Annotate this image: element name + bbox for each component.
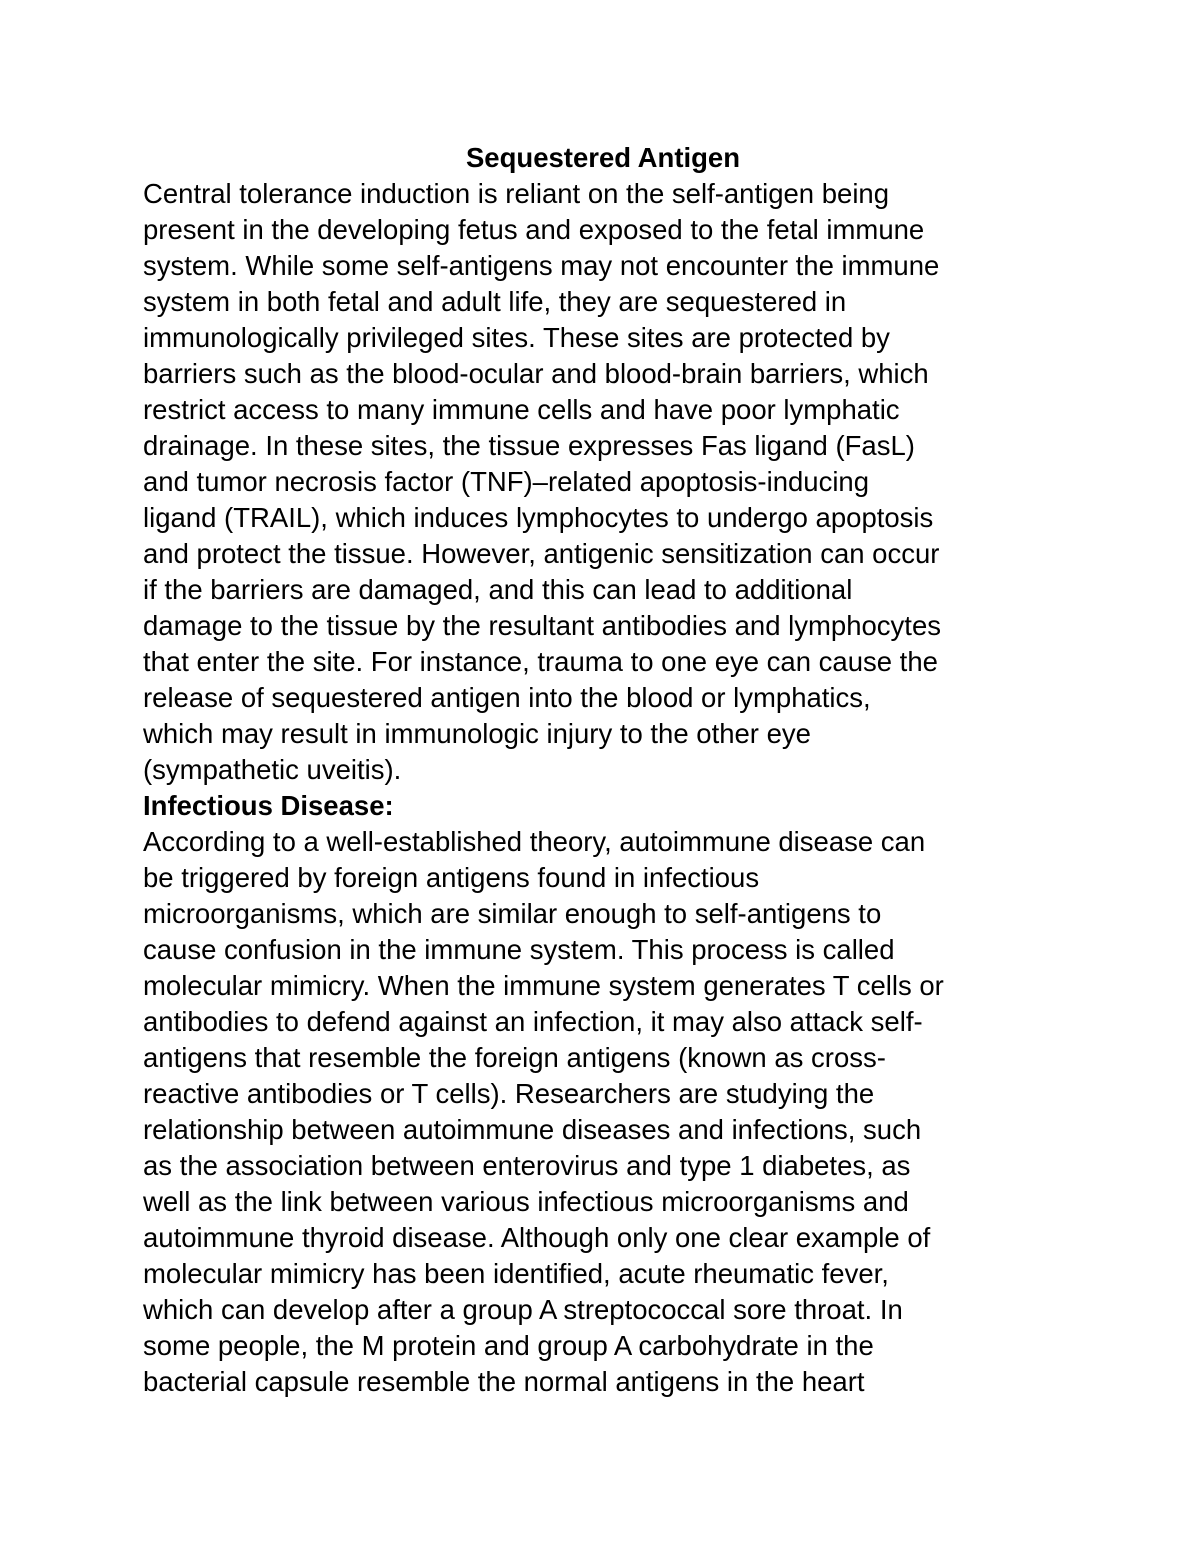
paragraph-line: well as the link between various infectious microorganisms and (143, 1186, 909, 1217)
section-heading: Infectious Disease: (143, 790, 394, 821)
paragraph-line: drainage. In these sites, the tissue expresses Fas ligand (FasL) (143, 430, 915, 461)
paragraph-line: ligand (TRAIL), which induces lymphocytes to undergo apoptosis (143, 502, 934, 533)
paragraph-line: if the barriers are damaged, and this can lead to additional (143, 574, 853, 605)
paragraph-line: reactive antibodies or T cells). Researchers are studying the (143, 1078, 875, 1109)
paragraph-line: which can develop after a group A streptococcal sore throat. In (143, 1294, 903, 1325)
paragraph-line: autoimmune thyroid disease. Although only one clear example of (143, 1222, 931, 1253)
paragraph-line: as the association between enterovirus and type 1 diabetes, as (143, 1150, 911, 1181)
paragraph-line: and tumor necrosis factor (TNF)–related apoptosis-inducing (143, 466, 870, 497)
paragraph-line: relationship between autoimmune diseases and infections, such (143, 1114, 922, 1145)
paragraph-line: immunologically privileged sites. These sites are protected by (143, 322, 890, 353)
paragraph-line: that enter the site. For instance, trauma to one eye can cause the (143, 646, 938, 677)
paragraph-line: which may result in immunologic injury to the other eye (143, 718, 811, 749)
paragraph-line: system in both fetal and adult life, they are sequestered in (143, 286, 847, 317)
paragraph-line: present in the developing fetus and exposed to the fetal immune (143, 214, 925, 245)
paragraph-line: microorganisms, which are similar enough to self-antigens to (143, 898, 882, 929)
paragraph-line: molecular mimicry. When the immune system generates T cells or (143, 970, 944, 1001)
paragraph-line: system. While some self-antigens may not encounter the immune (143, 250, 940, 281)
paragraph-line: some people, the M protein and group A carbohydrate in the (143, 1330, 874, 1361)
paragraph-line: cause confusion in the immune system. This process is called (143, 934, 895, 965)
document-title: Sequestered Antigen (465, 142, 741, 173)
paragraph-line: According to a well-established theory, autoimmune disease can (143, 826, 926, 857)
paragraph-line: antibodies to defend against an infection, it may also attack self- (143, 1006, 923, 1037)
document-body (143, 140, 1063, 1400)
paragraph-line: (sympathetic uveitis). (143, 754, 402, 785)
paragraph-line: restrict access to many immune cells and have poor lymphatic (143, 394, 900, 425)
paragraph-line: be triggered by foreign antigens found in infectious (143, 862, 760, 893)
paragraph-line: bacterial capsule resemble the normal antigens in the heart (143, 1366, 865, 1397)
paragraph-line: and protect the tissue. However, antigenic sensitization can occur (143, 538, 940, 569)
paragraph-line: damage to the tissue by the resultant antibodies and lymphocytes (143, 610, 941, 641)
section-infectious-disease (143, 824, 1063, 1400)
paragraph-line: molecular mimicry has been identified, acute rheumatic fever, (143, 1258, 889, 1289)
paragraph-line: antigens that resemble the foreign antigens (known as cross- (143, 1042, 886, 1073)
paragraph-line: release of sequestered antigen into the blood or lymphatics, (143, 682, 871, 713)
section-sequestered-antigen (143, 176, 1063, 788)
paragraph-line: barriers such as the blood-ocular and blood-brain barriers, which (143, 358, 929, 389)
paragraph-line: Central tolerance induction is reliant on the self-antigen being (143, 178, 890, 209)
